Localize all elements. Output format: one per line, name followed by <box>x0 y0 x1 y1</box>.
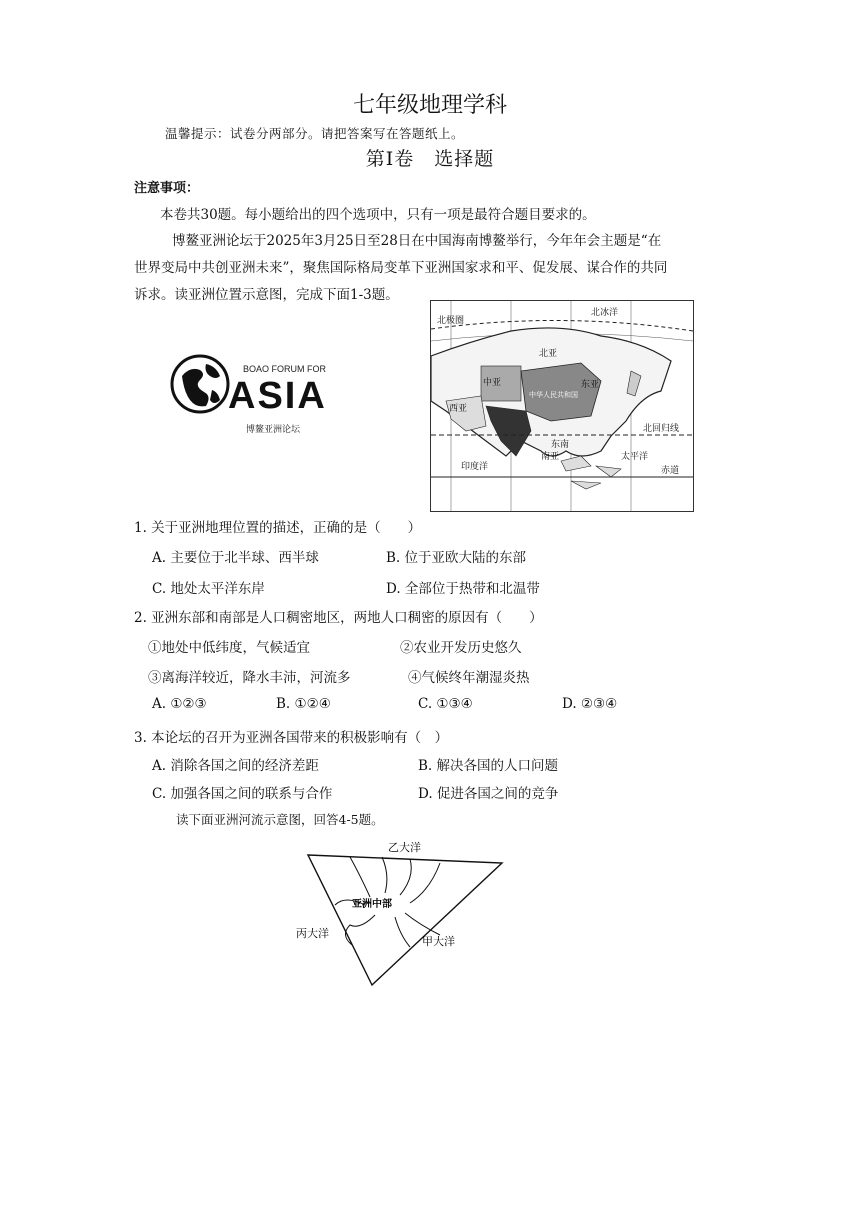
question-2-option-a: A. ①②③ <box>152 696 207 712</box>
question-1-option-c: C. 地处太平洋东岸 <box>152 581 265 597</box>
logo-main-text: ASIA <box>228 375 327 417</box>
question-1-option-b: B. 位于亚欧大陆的东部 <box>386 550 527 566</box>
logo-caption: 博鳌亚洲论坛 <box>246 425 301 435</box>
intro-line-4: 诉求。读亚洲位置示意图，完成下面1-3题。 <box>134 287 399 303</box>
map-label-tropic: 北回归线 <box>643 424 680 434</box>
question-2-item-4: ④气候终年潮湿炎热 <box>408 670 530 686</box>
map-label-indian-ocean: 印度洋 <box>461 462 489 472</box>
map-label-north-asia: 北亚 <box>539 349 558 359</box>
question-3-option-b: B. 解决各国的人口问题 <box>418 758 559 774</box>
rivers-label-center: 亚洲中部 <box>352 899 392 910</box>
question-2-option-d: D. ②③④ <box>562 696 618 712</box>
map-label-central-asia: 中亚 <box>483 378 502 388</box>
asia-rivers-diagram <box>290 835 520 995</box>
map-label-pacific: 太平洋 <box>621 452 649 462</box>
map-label-china: 中华人民共和国 <box>529 391 578 399</box>
exam-title: 七年级地理学科 <box>352 93 507 118</box>
asia-location-map <box>430 300 694 512</box>
map-label-equator: 赤道 <box>661 466 680 476</box>
question-2-option-b: B. ①②④ <box>276 696 331 712</box>
question-3-option-c: C. 加强各国之间的联系与合作 <box>152 786 333 802</box>
question-3-option-a: A. 消除各国之间的经济差距 <box>152 758 319 774</box>
question-2-stem: 2. 亚洲东部和南部是人口稠密地区，两地人口稠密的原因有（ ） <box>134 610 543 626</box>
question-2-item-2: ②农业开发历史悠久 <box>400 640 522 656</box>
notes-label: 注意事项： <box>134 181 200 196</box>
question-3-option-d: D. 促进各国之间的竞争 <box>418 786 559 802</box>
rivers-label-jia: 甲大洋 <box>422 935 455 948</box>
map-label-south-asia: 南亚 <box>541 452 560 462</box>
question-1-stem: 1. 关于亚洲地理位置的描述，正确的是（ ） <box>134 520 422 536</box>
map-label-arctic-circle: 北极圈 <box>437 316 465 326</box>
map-label-arctic-ocean: 北冰洋 <box>591 308 619 318</box>
logo-top-text: BOAO FORUM FOR <box>243 364 326 374</box>
map-label-southeast-asia: 东南 <box>551 440 570 450</box>
intro-line-3: 世界变局中共创亚洲未来”，聚焦国际格局变革下亚洲国家求和平、促发展、谋合作的共同 <box>134 260 668 276</box>
intro-line-1: 本卷共30题。每小题给出的四个选项中，只有一项是最符合题目要求的。 <box>160 207 596 223</box>
question-2-item-3: ③离海洋较近，降水丰沛，河流多 <box>148 670 351 686</box>
rivers-intro: 读下面亚洲河流示意图，回答4-5题。 <box>176 812 384 827</box>
map-label-east-asia: 东亚 <box>581 380 600 390</box>
question-1-option-d: D. 全部位于热带和北温带 <box>386 581 540 597</box>
question-3-stem: 3. 本论坛的召开为亚洲各国带来的积极影响有（ ） <box>134 730 449 746</box>
rivers-label-yi: 乙大洋 <box>388 841 421 854</box>
section-title: 第Ⅰ卷 选择题 <box>365 148 495 170</box>
question-2-item-1: ①地处中低纬度，气候适宜 <box>148 640 310 656</box>
rivers-label-bing: 丙大洋 <box>296 927 329 940</box>
boao-forum-logo <box>168 346 358 436</box>
map-label-west-asia: 西亚 <box>449 404 468 414</box>
exam-tip: 温馨提示：试卷分两部分。请把答案写在答题纸上。 <box>165 126 465 141</box>
globe-icon <box>172 356 228 412</box>
intro-line-2: 博鳌亚洲论坛于2025年3月25日至28日在中国海南博鳌举行，今年年会主题是“在 <box>172 233 662 249</box>
question-2-option-c: C. ①③④ <box>418 696 473 712</box>
question-1-option-a: A. 主要位于北半球、西半球 <box>152 550 319 566</box>
